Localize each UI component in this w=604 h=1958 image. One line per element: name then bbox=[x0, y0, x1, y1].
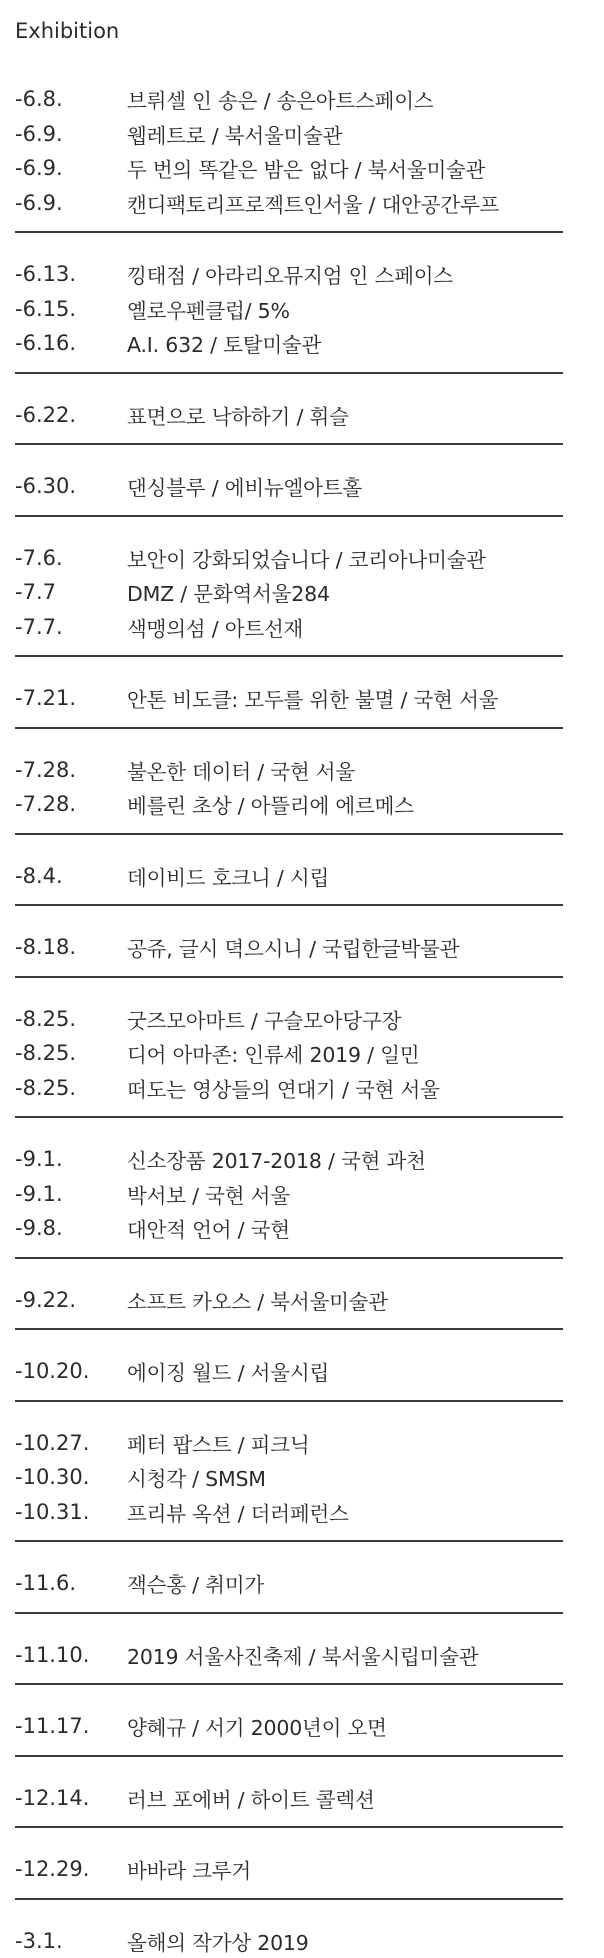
exhibition-row bbox=[15, 1211, 565, 1246]
exhibition-end-date: -6.30. bbox=[15, 474, 127, 498]
exhibition-end-date: -9.1. bbox=[15, 1147, 127, 1171]
exhibition-title-venue: 바바라 크루거 bbox=[127, 1854, 251, 1884]
exhibition-row bbox=[15, 541, 565, 576]
exhibition-title-venue: 박서보 / 국현 서울 bbox=[127, 1179, 290, 1209]
exhibition-title-venue: 안톤 비도클: 모두를 위한 불멸 / 국현 서울 bbox=[127, 683, 498, 713]
exhibition-row bbox=[15, 1002, 565, 1037]
group-divider bbox=[15, 1683, 563, 1685]
exhibition-row bbox=[15, 1852, 565, 1887]
exhibition-end-date: -9.22. bbox=[15, 1288, 127, 1312]
exhibition-group bbox=[15, 1002, 565, 1106]
exhibition-group bbox=[15, 681, 565, 716]
page-title: Exhibition bbox=[15, 16, 565, 46]
exhibition-end-date: -11.6. bbox=[15, 1571, 127, 1595]
exhibition-end-date: -8.25. bbox=[15, 1076, 127, 1100]
exhibition-row bbox=[15, 1142, 565, 1177]
exhibition-title-venue: 신소장품 2017-2018 / 국현 과천 bbox=[127, 1144, 426, 1174]
exhibition-end-date: -9.1. bbox=[15, 1182, 127, 1206]
exhibition-title-venue: A.I. 632 / 토탈미술관 bbox=[127, 328, 321, 358]
exhibition-end-date: -10.20. bbox=[15, 1359, 127, 1383]
exhibition-row bbox=[15, 117, 565, 152]
group-divider bbox=[15, 231, 563, 233]
exhibition-end-date: -6.8. bbox=[15, 87, 127, 111]
exhibition-row bbox=[15, 1924, 565, 1958]
exhibition-group bbox=[15, 753, 565, 822]
exhibition-title-venue: 2019 서울사진축제 / 북서울시립미술관 bbox=[127, 1640, 478, 1670]
exhibition-end-date: -6.9. bbox=[15, 191, 127, 215]
exhibition-title-venue: 디어 아마존: 인류세 2019 / 일민 bbox=[127, 1038, 419, 1068]
exhibition-row bbox=[15, 787, 565, 822]
exhibition-end-date: -6.16. bbox=[15, 331, 127, 355]
exhibition-row bbox=[15, 257, 565, 292]
exhibition-title-venue: 올해의 작가상 2019 bbox=[127, 1926, 309, 1956]
exhibition-row bbox=[15, 1709, 565, 1744]
group-divider bbox=[15, 904, 563, 906]
group-divider bbox=[15, 443, 563, 445]
exhibition-title-venue: 보안이 강화되었습니다 / 코리아나미술관 bbox=[127, 543, 486, 573]
group-divider bbox=[15, 727, 563, 729]
exhibition-end-date: -8.18. bbox=[15, 935, 127, 959]
exhibition-end-date: -11.17. bbox=[15, 1714, 127, 1738]
exhibition-group bbox=[15, 541, 565, 645]
exhibition-title-venue: 러브 포에버 / 하이트 콜렉션 bbox=[127, 1783, 375, 1813]
exhibition-group bbox=[15, 859, 565, 894]
exhibition-title-venue: 색맹의섬 / 아트선재 bbox=[127, 612, 303, 642]
exhibition-group bbox=[15, 1566, 565, 1601]
exhibition-end-date: -9.8. bbox=[15, 1216, 127, 1240]
exhibition-group bbox=[15, 1426, 565, 1530]
group-divider bbox=[15, 1400, 563, 1402]
exhibition-end-date: -10.30. bbox=[15, 1465, 127, 1489]
group-divider bbox=[15, 1257, 563, 1259]
exhibition-title-venue: 웹레트로 / 북서울미술관 bbox=[127, 119, 342, 149]
group-divider bbox=[15, 976, 563, 978]
exhibition-group bbox=[15, 1852, 565, 1887]
exhibition-group bbox=[15, 1142, 565, 1246]
exhibition-end-date: -8.25. bbox=[15, 1041, 127, 1065]
exhibition-end-date: -8.25. bbox=[15, 1007, 127, 1031]
exhibition-group bbox=[15, 1638, 565, 1673]
exhibition-row bbox=[15, 1354, 565, 1389]
exhibition-row bbox=[15, 1460, 565, 1495]
group-divider bbox=[15, 1328, 563, 1330]
exhibition-row bbox=[15, 1426, 565, 1461]
group-divider bbox=[15, 515, 563, 517]
exhibition-row bbox=[15, 292, 565, 327]
exhibition-row bbox=[15, 1071, 565, 1106]
exhibition-end-date: -7.28. bbox=[15, 792, 127, 816]
exhibition-group bbox=[15, 1354, 565, 1389]
group-divider bbox=[15, 1898, 563, 1900]
exhibition-end-date: -12.14. bbox=[15, 1786, 127, 1810]
exhibition-row bbox=[15, 575, 565, 610]
exhibition-title-venue: DMZ / 문화역서울284 bbox=[127, 577, 330, 607]
exhibition-end-date: -7.6. bbox=[15, 546, 127, 570]
exhibition-end-date: -7.7 bbox=[15, 580, 127, 604]
exhibition-end-date: -6.9. bbox=[15, 156, 127, 180]
exhibition-end-date: -7.7. bbox=[15, 615, 127, 639]
exhibition-title-venue: 표면으로 낙하하기 / 휘슬 bbox=[127, 400, 349, 430]
exhibition-row bbox=[15, 753, 565, 788]
exhibition-row bbox=[15, 1781, 565, 1816]
exhibition-end-date: -7.28. bbox=[15, 758, 127, 782]
exhibition-row bbox=[15, 469, 565, 504]
exhibition-title-venue: 베를린 초상 / 아뜰리에 에르메스 bbox=[127, 789, 414, 819]
exhibition-row bbox=[15, 610, 565, 645]
group-divider bbox=[15, 1540, 563, 1542]
exhibition-row bbox=[15, 326, 565, 361]
exhibition-group bbox=[15, 1781, 565, 1816]
exhibition-title-venue: 두 번의 똑같은 밤은 없다 / 북서울미술관 bbox=[127, 153, 485, 183]
exhibition-group bbox=[15, 1283, 565, 1318]
exhibition-end-date: -8.4. bbox=[15, 864, 127, 888]
exhibition-title-venue: 프리뷰 옥션 / 더러페런스 bbox=[127, 1497, 349, 1527]
exhibition-group bbox=[15, 930, 565, 965]
exhibition-row bbox=[15, 151, 565, 186]
exhibition-row bbox=[15, 1566, 565, 1601]
exhibition-group bbox=[15, 469, 565, 504]
group-divider bbox=[15, 1826, 563, 1828]
group-divider bbox=[15, 372, 563, 374]
exhibition-row bbox=[15, 859, 565, 894]
exhibition-title-venue: 굿즈모아마트 / 구슬모아당구장 bbox=[127, 1004, 401, 1034]
exhibition-row bbox=[15, 186, 565, 221]
exhibition-group bbox=[15, 82, 565, 220]
exhibition-title-venue: 불온한 데이터 / 국현 서울 bbox=[127, 755, 355, 785]
exhibition-title-venue: 소프트 카오스 / 북서울미술관 bbox=[127, 1285, 388, 1315]
exhibition-end-date: -3.1. bbox=[15, 1929, 127, 1953]
group-divider bbox=[15, 1612, 563, 1614]
group-divider bbox=[15, 1755, 563, 1757]
exhibition-end-date: -6.9. bbox=[15, 122, 127, 146]
exhibition-row bbox=[15, 1638, 565, 1673]
exhibition-title-venue: 시청각 / SMSM bbox=[127, 1462, 266, 1492]
group-divider bbox=[15, 833, 563, 835]
exhibition-title-venue: 공쥬, 글시 뎍으시니 / 국립한글박물관 bbox=[127, 932, 459, 962]
exhibition-end-date: -11.10. bbox=[15, 1643, 127, 1667]
exhibition-row bbox=[15, 398, 565, 433]
exhibition-row bbox=[15, 1495, 565, 1530]
exhibition-title-venue: 에이징 월드 / 서울시립 bbox=[127, 1356, 329, 1386]
exhibition-title-venue: 낑태점 / 아라리오뮤지엄 인 스페이스 bbox=[127, 259, 453, 289]
exhibition-title-venue: 대안적 언어 / 국현 bbox=[127, 1213, 290, 1243]
exhibition-title-venue: 브뤼셀 인 송은 / 송은아트스페이스 bbox=[127, 84, 433, 114]
group-divider bbox=[15, 1116, 563, 1118]
exhibition-title-venue: 잭슨홍 / 취미가 bbox=[127, 1568, 264, 1598]
exhibition-row bbox=[15, 930, 565, 965]
exhibition-end-date: -6.22. bbox=[15, 403, 127, 427]
exhibition-row bbox=[15, 1036, 565, 1071]
exhibition-end-date: -7.21. bbox=[15, 686, 127, 710]
exhibition-end-date: -12.29. bbox=[15, 1857, 127, 1881]
exhibition-group bbox=[15, 257, 565, 361]
exhibition-row bbox=[15, 82, 565, 117]
exhibition-title-venue: 양혜규 / 서기 2000년이 오면 bbox=[127, 1711, 387, 1741]
exhibition-title-venue: 댄싱블루 / 에비뉴엘아트홀 bbox=[127, 471, 362, 501]
exhibition-title-venue: 옐로우펜클럽/ 5% bbox=[127, 294, 290, 324]
exhibition-end-date: -10.31. bbox=[15, 1500, 127, 1524]
exhibition-list bbox=[15, 82, 565, 1958]
exhibition-title-venue: 캔디팩토리프로젝트인서울 / 대안공간루프 bbox=[127, 188, 499, 218]
exhibition-group bbox=[15, 1924, 565, 1958]
exhibition-group bbox=[15, 398, 565, 433]
exhibition-end-date: -6.15. bbox=[15, 297, 127, 321]
exhibition-title-venue: 데이비드 호크니 / 시립 bbox=[127, 861, 329, 891]
exhibition-row bbox=[15, 1283, 565, 1318]
exhibition-title-venue: 페터 팝스트 / 피크닉 bbox=[127, 1428, 309, 1458]
exhibition-row bbox=[15, 681, 565, 716]
exhibition-end-date: -10.27. bbox=[15, 1431, 127, 1455]
exhibition-group bbox=[15, 1709, 565, 1744]
exhibition-end-date: -6.13. bbox=[15, 262, 127, 286]
group-divider bbox=[15, 655, 563, 657]
exhibition-row bbox=[15, 1177, 565, 1212]
exhibition-title-venue: 떠도는 영상들의 연대기 / 국현 서울 bbox=[127, 1073, 440, 1103]
